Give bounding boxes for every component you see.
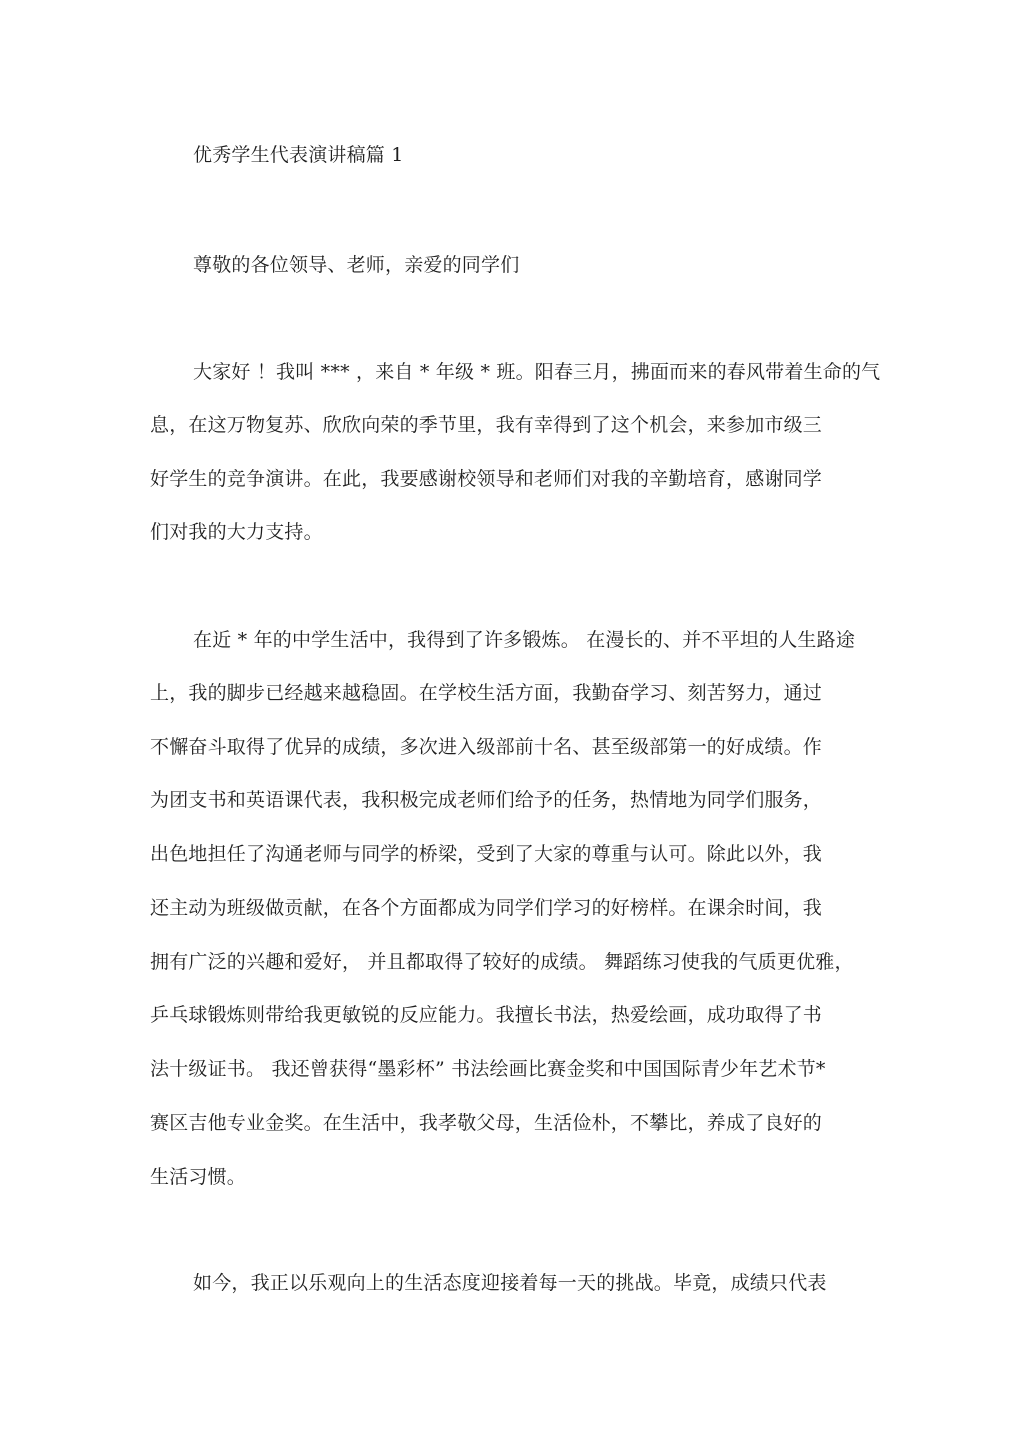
text-line: 赛区吉他专业金奖。在生活中，我孝敬父母，生活俭朴，不攀比，养成了良好的 [150,1112,823,1134]
text-line: 上，我的脚步已经越来越稳固。在学校生活方面，我勤奋学习、刻苦努力，通过 [150,682,823,704]
text-line: 法十级证书。 我还曾获得“墨彩杯” 书法绘画比赛金奖和中国国际青少年艺术节* [150,1058,826,1080]
text-line: 生活习惯。 [150,1166,247,1188]
text-line: 如今，我正以乐观向上的生活态度迎接着每一天的挑战。毕竟，成绩只代表 [193,1272,827,1294]
text-line: 拥有广泛的兴趣和爱好， 并且都取得了较好的成绩。 舞蹈练习使我的气质更优雅， [150,951,854,973]
text-line: 还主动为班级做贡献，在各个方面都成为同学们学习的好榜样。在课余时间，我 [150,897,823,919]
text-line: 们对我的大力支持。 [150,521,323,543]
text-line: 乒乓球锻炼则带给我更敏锐的反应能力。我擅长书法，热爱绘画，成功取得了书 [150,1004,823,1026]
document-title: 优秀学生代表演讲稿篇 1 [193,144,404,166]
text-line: 大家好 ！我叫 *** ，来自 * 年级 * 班。阳春三月，拂面而来的春风带着生命的气 [193,361,881,383]
text-line: 好学生的竞争演讲。在此，我要感谢校领导和老师们对我的辛勤培育，感谢同学 [150,468,823,490]
text-line: 在近 * 年的中学生活中，我得到了许多锻炼。 在漫长的、并不平坦的人生路途 [193,629,856,651]
text-line: 为团支书和英语课代表，我积极完成老师们给予的任务，热情地为同学们服务， [150,789,823,811]
text-line: 出色地担任了沟通老师与同学的桥梁，受到了大家的尊重与认可。除此以外，我 [150,843,823,865]
salutation: 尊敬的各位领导、老师，亲爱的同学们 [193,254,520,276]
text-line: 不懈奋斗取得了优异的成绩，多次进入级部前十名、甚至级部第一的好成绩。作 [150,736,823,758]
text-line: 息，在这万物复苏、欣欣向荣的季节里，我有幸得到了这个机会，来参加市级三 [150,414,823,436]
